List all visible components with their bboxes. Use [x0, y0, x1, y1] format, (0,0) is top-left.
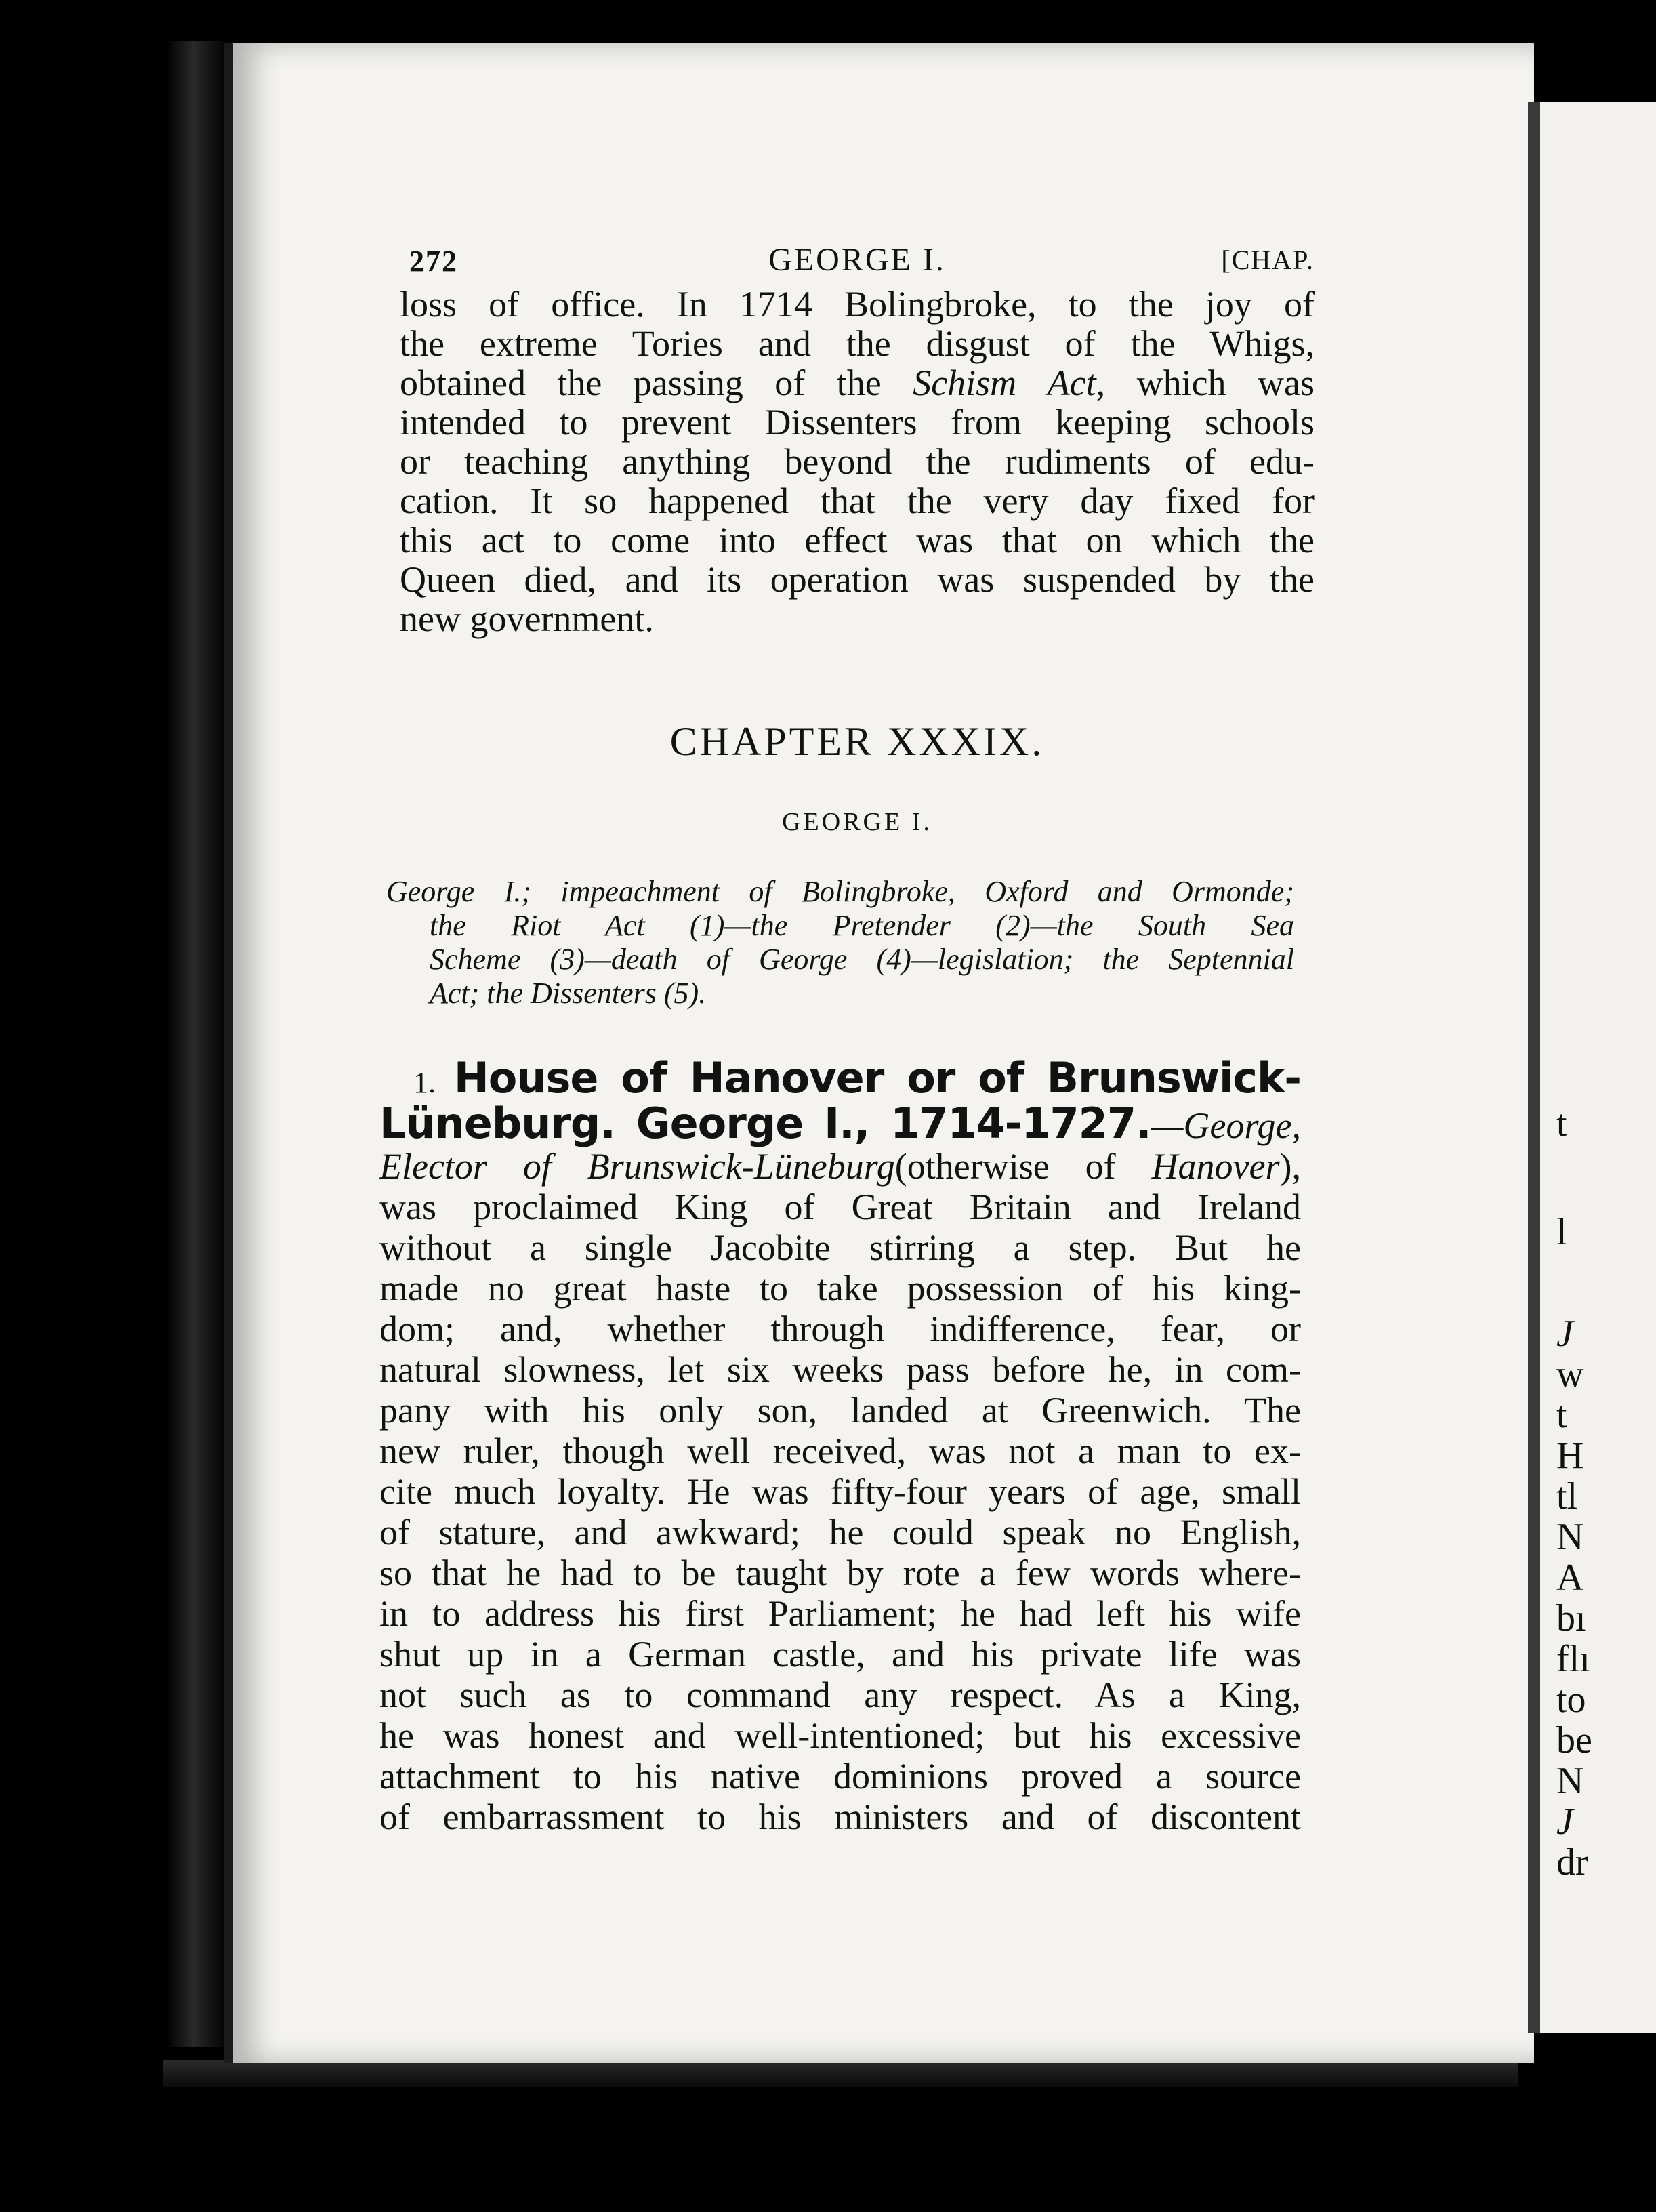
section-heading-line [379, 1099, 1301, 1148]
facing-page-fragment: A [1556, 1557, 1584, 1599]
chapter-subtitle: GEORGE I. [782, 808, 932, 836]
section-heading: House of Hanover or of Brunswick- [453, 1053, 1301, 1103]
facing-page-fragment: t [1556, 1103, 1567, 1145]
text-line: so that he had to be taught by rote a few words where- [379, 1553, 1301, 1593]
text-fragment: obtained the passing of the [400, 363, 913, 403]
facing-page-fragment: J [1556, 1313, 1573, 1355]
page-content [379, 237, 1315, 1837]
running-title: GEORGE I. [768, 242, 946, 278]
section-number: 1. [413, 1066, 436, 1099]
text-fragment: (otherwise of [894, 1146, 1152, 1187]
text-line: of embarrassment to his ministers and of discontent [379, 1797, 1301, 1837]
facing-page-fragment: J [1556, 1801, 1573, 1843]
text-line: shut up in a German castle, and his private life was [379, 1634, 1301, 1675]
section-1 [379, 1053, 1301, 1837]
facing-page-fragment: be [1556, 1719, 1592, 1761]
text-fragment: , which was [1096, 363, 1315, 403]
summary-line: Scheme (3)—death of George (4)—legislation; the Septennial [430, 943, 1294, 976]
section-heading-line [379, 1053, 1301, 1103]
page-number: 272 [409, 245, 458, 278]
chapter-marker: [CHAP. [1221, 245, 1315, 275]
text-line: of stature, and awkward; he could speak no English, [379, 1512, 1301, 1553]
text-line [400, 363, 1315, 403]
text-fragment: Elector of Brunswick-Lüneburg [379, 1146, 895, 1187]
summary-line: the Riot Act (1)—the Pretender (2)—the South Sea [430, 909, 1294, 942]
facing-page-fragment: to [1556, 1679, 1586, 1721]
facing-page-fragment: t [1556, 1394, 1567, 1436]
text-line: cation. It so happened that the very day fixed for [400, 480, 1315, 521]
continued-paragraph [400, 285, 1315, 638]
facing-page-fragment: w [1556, 1353, 1584, 1395]
text-line: the extreme Tories and the disgust of the Whigs, [400, 323, 1315, 364]
facing-page-fragment: H [1556, 1435, 1584, 1477]
text-line: intended to prevent Dissenters from keeping schools [400, 402, 1315, 443]
facing-page-fragment: N [1556, 1516, 1584, 1558]
page-bottom-edge [163, 2060, 1518, 2087]
book-spine-shadow [169, 41, 230, 2047]
text-line: in to address his first Parliament; he had left his wife [379, 1593, 1301, 1634]
text-fragment: —George, [1151, 1105, 1301, 1146]
text-fragment: Hanover [1151, 1146, 1280, 1187]
text-line: cite much loyalty. He was fifty-four years of age, small [379, 1471, 1301, 1512]
text-line: he was honest and well-intentioned; but his excessive [379, 1715, 1301, 1756]
text-line: this act to come into effect was that on which the [400, 520, 1315, 560]
facing-page-fragment: N [1556, 1760, 1584, 1802]
facing-page-fragment: l [1556, 1211, 1567, 1253]
section-heading: Lüneburg. George I., 1714-1727. [379, 1099, 1151, 1148]
text-line: attachment to his native dominions proved a source [379, 1756, 1301, 1797]
text-line: pany with his only son, landed at Greenwich. The [379, 1390, 1301, 1431]
running-head [400, 237, 1315, 285]
text-line: or teaching anything beyond the rudiments of edu- [400, 441, 1315, 482]
text-line: without a single Jacobite stirring a step. But he [379, 1227, 1301, 1268]
text-line: was proclaimed King of Great Britain and Ireland [379, 1187, 1301, 1227]
text-line: dom; and, whether through indifference, fear, or [379, 1309, 1301, 1349]
facing-page-fragment: flı [1556, 1638, 1590, 1680]
text-line: not such as to command any respect. As a King, [379, 1675, 1301, 1715]
facing-page-fragment: dr [1556, 1841, 1588, 1883]
text-line: Queen died, and its operation was suspended by the [400, 559, 1315, 600]
facing-page-fragment: bı [1556, 1597, 1586, 1639]
text-line [379, 1146, 1301, 1187]
text-line: made no great haste to take possession of his king- [379, 1268, 1301, 1309]
text-fragment: ), [1279, 1146, 1301, 1187]
summary-line: George I.; impeachment of Bolingbroke, Oxford and Ormonde; [386, 875, 1294, 908]
chapter-title: CHAPTER XXXIX. [669, 719, 1045, 764]
text-line: natural slowness, let six weeks pass before he, in com- [379, 1349, 1301, 1390]
italic-title: Schism Act [913, 363, 1096, 403]
chapter-summary [386, 875, 1294, 1010]
summary-line: Act; the Dissenters (5). [430, 977, 707, 1010]
text-line: loss of office. In 1714 Bolingbroke, to the joy of [400, 284, 1315, 325]
facing-page-edge [1528, 102, 1656, 2033]
facing-page-fragment: tl [1556, 1475, 1578, 1517]
text-line: new government. [400, 598, 654, 639]
text-line: new ruler, though well received, was not a man to ex- [379, 1431, 1301, 1471]
